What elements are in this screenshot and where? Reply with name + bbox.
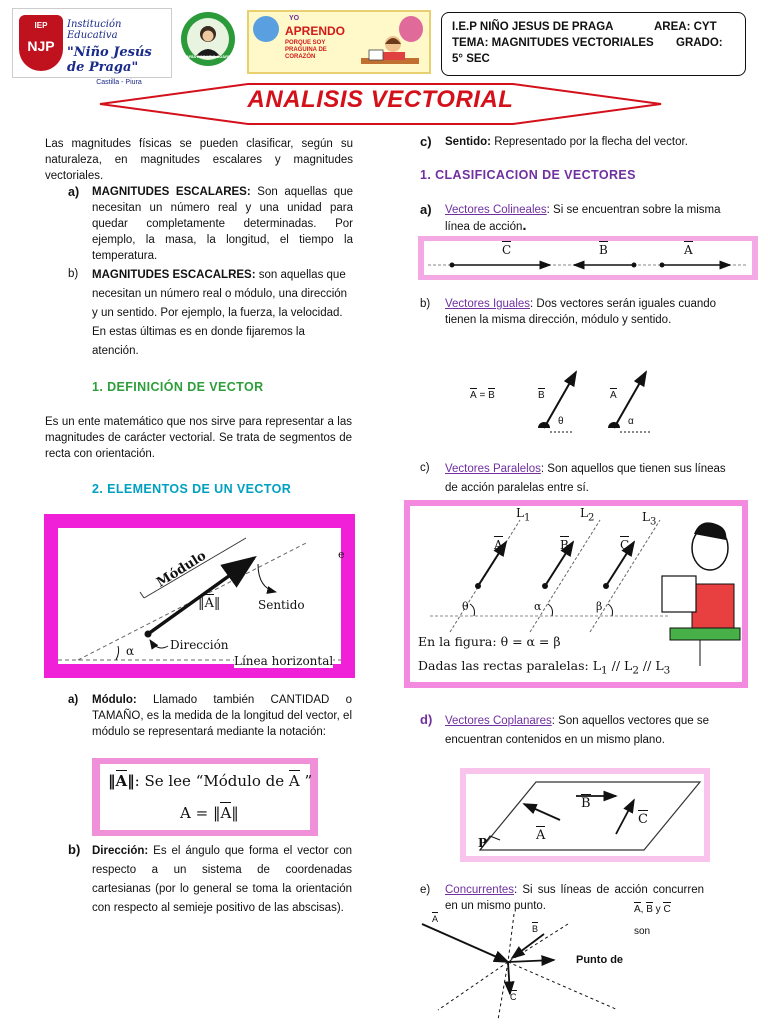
sentido-text: Representado por la flecha del vector. (491, 136, 688, 148)
modulo-vector-a: A (204, 596, 214, 611)
colineales-term: Vectores Colineales (445, 204, 547, 216)
grade-value: 5° SEC (452, 53, 490, 65)
paralelo-vec-a: A (494, 538, 503, 552)
page-title: ANALISIS VECTORIAL (247, 86, 514, 113)
concurrentes-side-note (634, 904, 671, 915)
notation-vector-a-3: A (220, 804, 232, 822)
caption2-start: Dadas las rectas paralelas: L (418, 658, 602, 673)
direccion-text: Es el ángulo que forma el vector con respecto a un sistema de coordenadas cartesianas (por lo general se toma la orientación con respecto al semieje positivo de las abscisas). (92, 845, 352, 914)
notation-card (100, 764, 313, 830)
caption2-sub3: 3 (663, 664, 671, 677)
side-sep: , (640, 904, 647, 915)
info-line1 (452, 19, 737, 35)
school-shield-icon (19, 15, 63, 71)
vectoriales-text: son aquellas que necesitan un número real o módulo, una dirección y un sentido. Por ejemplo, la fuerza, la velocidad. En estas últimas es en donde fijaremos la atención. (92, 269, 348, 357)
school-logo (12, 8, 172, 86)
modulo-text: Llamado también CANTIDAD o TAMAÑO, es la medida de la longitud del vector, el módulo se representará mediante la notación: (92, 694, 352, 738)
paralelo-line-l2 (580, 506, 594, 523)
colineales-text: : Si se encuentran sobre la misma línea de acción (445, 204, 721, 233)
side-y: y (652, 904, 664, 915)
course-info-box (441, 12, 746, 76)
info-line2 (452, 35, 737, 51)
side-vec-c: C (663, 904, 671, 915)
vector-elements-figure (44, 514, 355, 678)
side-vec-a: A (634, 904, 641, 915)
coplanar-label-c: C (638, 812, 648, 827)
iguales-figure (462, 364, 662, 440)
modulo-notation: ‖A‖ (198, 596, 221, 611)
iguales-theta: θ (558, 416, 564, 427)
colineales-diagram (424, 241, 752, 275)
logo-location: Castilla - Piura (96, 79, 142, 86)
caption2-sub2: 2 (632, 664, 639, 677)
motto-line2: APRENDO (285, 24, 346, 38)
concurrentes-figure (418, 910, 630, 1020)
concurrentes-text: : Si sus líneas de acción concurren en un mismo punto. (445, 884, 704, 912)
coplanar-label-a: A (536, 828, 546, 843)
iguales-label-a: A (610, 390, 617, 401)
colineal-label-a: A (684, 243, 693, 257)
notation-text: : Se lee “Módulo de (134, 772, 289, 790)
side-vec-b: B (646, 904, 653, 915)
list-marker-direccion: b) (68, 842, 81, 857)
iguales-text: : Dos vectores serán iguales cuando tienen la misma dirección, módulo y sentido. (445, 298, 717, 326)
section-heading-definicion: 1. DEFINICIÓN DE VECTOR (92, 380, 264, 394)
teacher-badge-text: MARÍA ROSARIO SUÁREZ (182, 54, 234, 59)
colineales-dot: . (522, 217, 527, 234)
coplanar-plane-label: P (478, 836, 488, 850)
paralelos-card (410, 506, 742, 682)
paralelos-term: Vectores Paralelos (445, 463, 541, 475)
motto-line3: PORQUE SOY PRAGUINA DE CORAZÓN (285, 40, 327, 60)
sentido-item (445, 134, 733, 150)
logo-title (67, 19, 171, 86)
iguales-term: Vectores Iguales (445, 298, 531, 310)
paralelo-l2-letter: L (580, 506, 588, 520)
direccion-item (92, 842, 352, 918)
paralelo-l1-sub: 1 (523, 512, 531, 524)
paralelo-beta: β (596, 600, 603, 613)
vectoriales-item (92, 266, 354, 361)
logo-title-line1: Institución Educativa (67, 19, 122, 41)
motto-line1: YO (289, 15, 300, 22)
notation-box (92, 758, 318, 836)
list-marker-sentido: c) (420, 134, 432, 149)
notation-equation: A = (180, 804, 213, 822)
escalares-text: Son aquellas que necesitan un número real y una unidad para quedar completamente determinadas. Por ejemplo, la masa, la longitud, el tiempo la temperatura. (92, 186, 353, 262)
paralelo-l2-sub: 2 (587, 512, 595, 524)
globe-icon (253, 16, 279, 42)
logo-letters: NJP (27, 38, 55, 54)
section-heading-clasificacion: 1. CLASIFICACION DE VECTORES (420, 168, 636, 182)
paralelos-text: : Son aquellos que tienen sus líneas de acción paralelas entre sí. (445, 463, 726, 494)
topic-label: TEMA: MAGNITUDES VECTORIALES (452, 37, 654, 49)
logo-initials: IEP (34, 21, 48, 30)
list-marker-paralelos: c) (420, 462, 430, 474)
iguales-label-b: B (538, 390, 545, 401)
definition-paragraph: Es un ente matemático que nos sirve para representar a las magnitudes de carácter vectorial. Se trata de segmentos de recta con orientación. (45, 416, 352, 460)
iguales-eq-a: A (470, 390, 477, 401)
coplanares-item (445, 712, 735, 750)
paralelos-item (445, 460, 735, 498)
vector-elements-card (58, 528, 345, 668)
iguales-diagram (462, 364, 662, 440)
notation-line2: A = ‖A‖ (180, 804, 239, 822)
concurrentes-term: Concurrentes (445, 884, 515, 896)
paralelo-l3-letter: L (642, 510, 650, 524)
notation-line1: ‖A‖: Se lee “Módulo de A ” (108, 772, 313, 790)
iguales-eq-b: B (488, 390, 495, 401)
sentido-label: Sentido (258, 598, 305, 612)
paralelo-alpha: α (534, 600, 542, 613)
vectoriales-term: MAGNITUDES ESCACALRES: (92, 269, 256, 281)
caption2-mid2: // L (638, 658, 664, 673)
logo-title-line2: "Niño Jesús de Praga" (67, 45, 152, 75)
coplanares-figure (460, 768, 710, 862)
notation-quote-end: ” (299, 772, 313, 790)
coplanares-diagram (466, 774, 704, 856)
paralelo-theta: θ (462, 600, 469, 613)
grade-label: GRADO: (676, 37, 723, 49)
notation-vector-a-2: A (288, 772, 300, 790)
coplanar-label-b: B (581, 796, 591, 811)
iguales-equation (470, 390, 495, 401)
modulo-item (92, 692, 352, 740)
caption2-mid1: // L (607, 658, 633, 673)
paralelos-diagram (410, 506, 742, 682)
paralelos-caption1: En la figura: θ = α = β (418, 634, 561, 649)
coplanares-term: Vectores Coplanares (445, 715, 552, 727)
caption2-sub1: 1 (601, 664, 608, 677)
linea-horizontal-label: Línea horizontal (234, 654, 334, 668)
list-marker-b: b) (68, 268, 79, 280)
modulo-label: Módulo (154, 548, 209, 591)
iguales-item (445, 296, 735, 328)
teacher-avatar-icon (172, 10, 244, 68)
list-marker-iguales: b) (420, 298, 431, 310)
coplanares-card (466, 774, 704, 856)
paralelo-line-l1 (516, 506, 530, 523)
list-marker-concurrentes: e) (420, 884, 431, 896)
concurrente-label-b: B (532, 924, 539, 934)
paralelos-figure (404, 500, 748, 688)
concurrente-label-a: A (432, 914, 439, 924)
colineales-card (424, 241, 752, 275)
escalares-term: MAGNITUDES ESCALARES: (92, 186, 251, 198)
intro-paragraph: Las magnitudes físicas se pueden clasificar, según su naturaleza, en magnitudes escalares y magnitudes vectoriales. (45, 138, 353, 182)
motto-banner (247, 10, 431, 74)
paralelo-vec-c: C (620, 538, 630, 552)
list-marker-coplanares: d) (420, 712, 433, 727)
paralelo-l1-letter: L (516, 506, 524, 520)
list-marker-a: a) (68, 185, 80, 199)
teacher-badge (172, 10, 244, 68)
concurrentes-son: son (634, 926, 651, 937)
reading-kid-icon (357, 34, 423, 70)
paralelo-l3-sub: 3 (649, 516, 657, 528)
coplanares-text: : Son aquellos vectores que se encuentran contenidos en un mismo plano. (445, 715, 710, 746)
colineales-item (445, 202, 735, 235)
modulo-term: Módulo: (92, 694, 137, 706)
paralelo-vec-b: B (560, 538, 569, 552)
punto-de-label: Punto de (576, 954, 624, 966)
colineales-figure (418, 236, 758, 280)
paralelos-caption2 (418, 658, 670, 677)
direccion-label: Dirección (170, 638, 229, 652)
sentido-term: Sentido: (445, 136, 491, 148)
school-name: I.E.P NIÑO JESUS DE PRAGA (452, 21, 614, 33)
paralelo-line-l3 (642, 510, 656, 527)
area-label: AREA: CYT (654, 21, 717, 33)
edge-letter: e (338, 548, 345, 561)
list-marker-colineales: a) (420, 202, 432, 217)
colineal-label-c: C (502, 243, 512, 257)
alpha-label: α (126, 644, 135, 658)
section-heading-elementos: 2. ELEMENTOS DE UN VECTOR (92, 482, 292, 496)
iguales-alpha: α (628, 416, 634, 427)
direccion-term: Dirección: (92, 845, 149, 857)
colineal-label-b: B (599, 243, 608, 257)
notation-vector-a: A (115, 772, 128, 790)
escalares-item (92, 184, 353, 264)
list-marker-modulo: a) (68, 694, 79, 706)
iguales-eq-sign: = (476, 390, 489, 401)
concurrente-label-c: C (510, 992, 517, 1002)
